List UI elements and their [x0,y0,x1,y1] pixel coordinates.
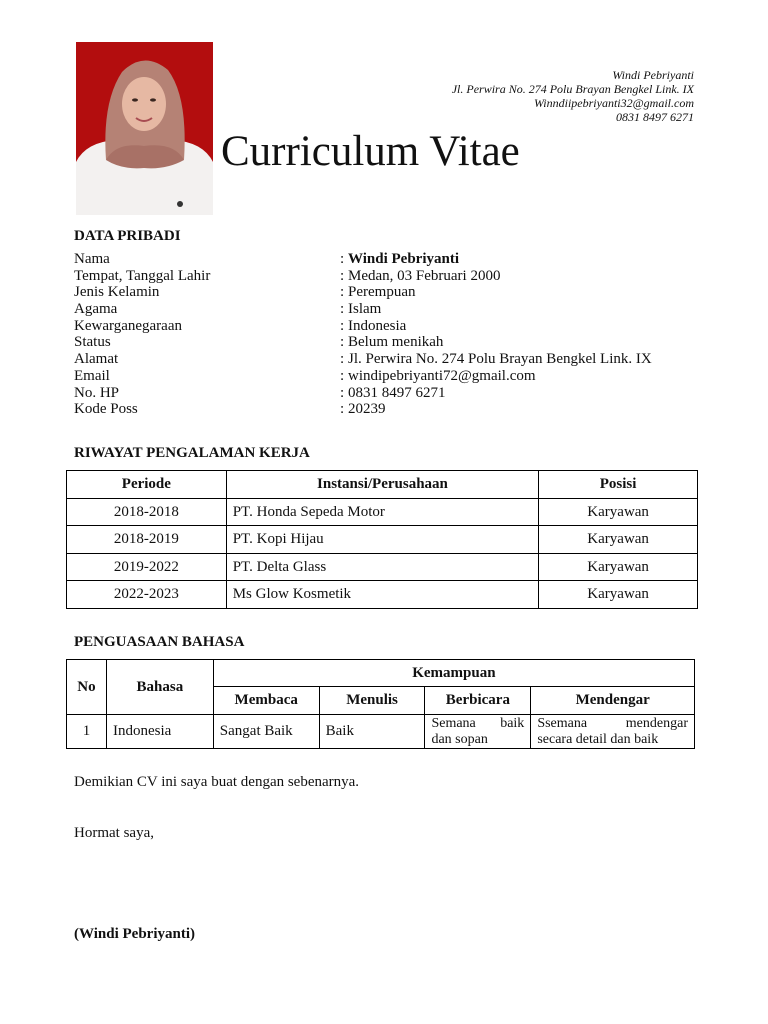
column-header: Mendengar [531,687,695,715]
personal-data-list [74,251,714,418]
period-cell: 2018-2018 [67,499,227,526]
personal-heading: DATA PRIBADI [74,228,181,244]
colon: : [340,251,345,267]
table-row [67,715,695,749]
info-row [74,301,714,318]
position-cell: Karyawan [539,581,698,609]
info-row [74,351,714,368]
info-value: Jl. Perwira No. 274 Polu Brayan Bengkel Link. IX [348,351,652,368]
info-row [74,251,714,268]
colon: : [340,384,345,401]
company-cell: PT. Kopi Hijau [226,526,539,554]
column-header: Periode [67,471,227,499]
colon: : [340,351,345,368]
document-title: Curriculum Vitae [221,128,520,175]
table-row [67,581,698,609]
period-cell: 2018-2019 [67,526,227,554]
info-label: Nama [74,251,110,267]
info-value: Windi Pebriyanti [348,251,459,267]
company-cell: PT. Delta Glass [226,554,539,581]
info-label: Agama [74,301,118,318]
colon: : [340,334,345,351]
profile-photo [76,42,213,215]
period-cell: 2022-2023 [67,581,227,609]
column-header: Membaca [213,687,319,715]
column-header: Instansi/Perusahaan [226,471,539,499]
listening-cell: Ssemana mendengar secara detail dan baik [531,715,695,749]
no-cell: 1 [67,715,107,749]
info-row [74,401,714,418]
info-label: Email [74,367,110,384]
info-label: Kewarganegaraan [74,317,182,334]
speaking-cell: Semana baik dan sopan [425,715,531,749]
table-row [67,526,698,554]
colon: : [340,284,345,301]
info-row [74,318,714,335]
column-header: Posisi [539,471,698,499]
info-value: 0831 8497 6271 [348,384,446,401]
contact-name: Windi Pebriyanti [612,68,694,82]
writing-cell: Baik [319,715,425,749]
info-label: Tempat, Tanggal Lahir [74,267,211,284]
column-header: Kemampuan [213,660,694,687]
info-label: Status [74,334,111,351]
column-header: Berbicara [425,687,531,715]
language-heading: PENGUASAAN BAHASA [74,634,245,650]
table-row [67,554,698,581]
signature-name: (Windi Pebriyanti) [74,926,195,942]
contact-block [452,68,694,124]
info-row [74,368,714,385]
info-value: Belum menikah [348,334,444,351]
info-label: Jenis Kelamin [74,284,160,301]
info-value: Islam [348,301,382,318]
contact-address: Jl. Perwira No. 274 Polu Brayan Bengkel Link. IX [451,82,694,96]
colon: : [340,367,345,384]
colon: : [340,301,345,318]
portrait-image [76,42,213,215]
info-label: No. HP [74,384,120,401]
column-header: Bahasa [106,660,213,715]
info-row [74,385,714,402]
company-cell: PT. Honda Sepeda Motor [226,499,539,526]
company-cell: Ms Glow Kosmetik [226,581,539,609]
contact-phone: 0831 8497 6271 [616,110,694,124]
contact-email: Winndiipebriyanti32@gmail.com [533,96,694,110]
language-cell: Indonesia [106,715,213,749]
colon: : [340,267,345,284]
column-header: Menulis [319,687,425,715]
table-header-row [67,660,695,687]
work-table [66,470,698,609]
period-cell: 2019-2022 [67,554,227,581]
info-value: windipebriyanti72@gmail.com [348,367,536,384]
language-table [66,659,695,749]
info-value: Perempuan [348,284,416,301]
table-header-row [67,471,698,499]
work-heading: RIWAYAT PENGALAMAN KERJA [74,445,310,461]
info-label: Kode Poss [74,401,138,418]
position-cell: Karyawan [539,554,698,581]
colon: : [340,317,345,334]
info-value: 20239 [348,401,386,418]
info-value: Medan, 03 Februari 2000 [348,267,501,284]
position-cell: Karyawan [539,526,698,554]
regards-text: Hormat saya, [74,825,154,841]
colon: : [340,401,345,418]
position-cell: Karyawan [539,499,698,526]
info-row [74,268,714,285]
info-row [74,284,714,301]
table-row [67,499,698,526]
closing-statement: Demikian CV ini saya buat dengan sebenarnya. [74,774,360,790]
column-header: No [67,660,107,715]
info-label: Alamat [74,351,119,368]
info-row [74,334,714,351]
info-value: Indonesia [348,317,407,334]
reading-cell: Sangat Baik [213,715,319,749]
